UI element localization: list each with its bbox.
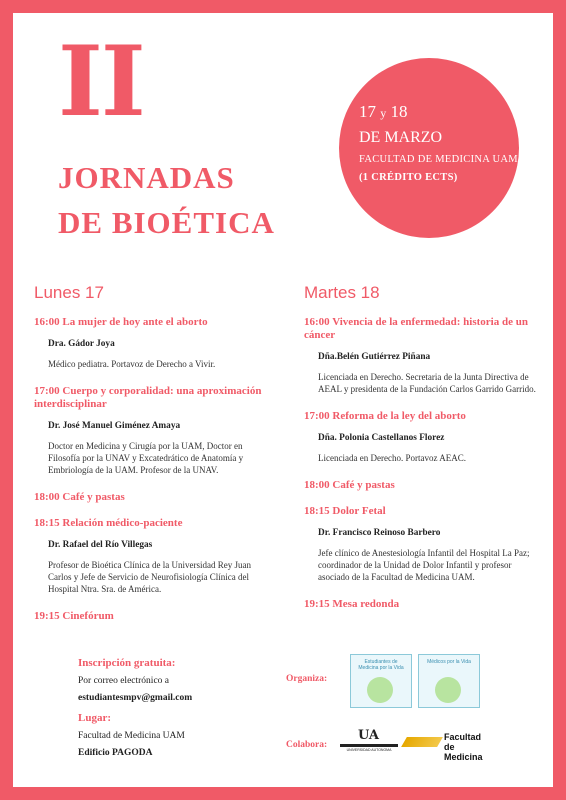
registration-block	[78, 657, 278, 758]
edition-number: II	[58, 25, 144, 138]
speaker-bio: Profesor de Bioética Clínica de la Universidad Rey Juan Carlos y Jefe de Servicio de Neurofisiología Clínica del Hospital Ntra. Sra. de América.	[48, 560, 251, 594]
session-title: 18:00 Café y pastas	[304, 479, 395, 491]
date-month: DE MARZO	[359, 129, 443, 146]
session	[304, 410, 536, 464]
session-title: 18:15 Dolor Fetal	[304, 505, 386, 517]
speaker-name: Dña. Polonia Castellanos Florez	[318, 433, 445, 443]
session	[34, 385, 266, 476]
speaker-name: Dr. José Manuel Giménez Amaya	[48, 421, 181, 431]
session-title: 18:00 Café y pastas	[34, 491, 125, 503]
organizer-logo-medicos: Médicos por la Vida	[418, 654, 480, 708]
session	[304, 505, 536, 583]
session	[34, 610, 266, 623]
day-column-monday	[34, 283, 266, 623]
registration-method: Por correo electrónico a	[78, 676, 169, 686]
speaker-bio: Médico pediatra. Portavoz de Derecho a Vivir.	[48, 359, 216, 369]
session	[304, 598, 536, 611]
organizers-label: Organiza:	[286, 674, 328, 684]
session-title: 16:00 Vivencia de la enfermedad: historia de un cáncer	[304, 316, 528, 341]
event-title-line-1: JORNADAS	[58, 160, 235, 195]
session-title: 17:00 Reforma de la ley del aborto	[304, 410, 466, 422]
venue: FACULTAD DE MEDICINA UAM	[359, 154, 518, 165]
location-heading: Lugar:	[78, 712, 111, 724]
location-venue: Facultad de Medicina UAM	[78, 731, 185, 741]
session-title: 16:00 La mujer de hoy ante el aborto	[34, 316, 208, 328]
session-title: 17:00 Cuerpo y corporalidad: una aproximación interdisciplinar	[34, 385, 262, 410]
speaker-bio: Jefe clínico de Anestesiología Infantil del Hospital La Paz; coordinador de la Unidad de Dolor Infantil y profesor asociado de la Facultad de Medicina UAM.	[318, 548, 530, 582]
location-building: Edificio PAGODA	[78, 748, 153, 758]
session	[34, 517, 266, 595]
smiley-icon	[435, 677, 461, 703]
organizer-logo-estudiantes: Estudiantes de Medicina por la Vida	[350, 654, 412, 708]
session	[304, 479, 536, 492]
session-title: 18:15 Relación médico-paciente	[34, 517, 183, 529]
date-badge	[339, 58, 519, 238]
day-column-tuesday	[304, 283, 536, 611]
speaker-bio: Licenciada en Derecho. Secretaria de la Junta Directiva de AEAL y presidenta de la Fundación Carlos Garrido Garrido.	[318, 372, 536, 394]
speaker-bio: Doctor en Medicina y Cirugía por la UAM, Doctor en Filosofía por la UNAV y Excatedrático de Anatomía y Embriología de la UAM. Profesor de la UNAV.	[48, 441, 244, 475]
registration-heading: Inscripción gratuita:	[78, 657, 176, 669]
smiley-icon	[367, 677, 393, 703]
session-title: 19:15 Cinefórum	[34, 610, 114, 622]
collaborators-label: Colabora:	[286, 740, 328, 750]
registration-email[interactable]: estudiantesmpv@gmail.com	[78, 693, 193, 703]
speaker-name: Dña.Belén Gutiérrez Piñana	[318, 352, 431, 362]
facultad-medicina-logo: Facultad de Medicina	[404, 731, 484, 753]
speaker-bio: Licenciada en Derecho. Portavoz AEAC.	[318, 453, 466, 463]
speaker-name: Dr. Francisco Reinoso Barbero	[318, 528, 441, 538]
day-heading: Martes 18	[304, 283, 380, 302]
credit: (1 CRÉDITO ECTS)	[359, 172, 458, 183]
event-title-line-2: DE BIOÉTICA	[58, 205, 275, 240]
session	[34, 491, 266, 504]
speaker-name: Dr. Rafael del Río Villegas	[48, 540, 153, 550]
session	[34, 316, 266, 370]
speaker-name: Dra. Gádor Joya	[48, 339, 115, 349]
session-title: 19:15 Mesa redonda	[304, 598, 400, 610]
day-heading: Lunes 17	[34, 283, 104, 302]
session	[304, 316, 536, 395]
date-days: 17 y 18	[359, 102, 408, 121]
uam-logo: UA UNIVERSIDAD AUTONOMA	[340, 728, 398, 754]
